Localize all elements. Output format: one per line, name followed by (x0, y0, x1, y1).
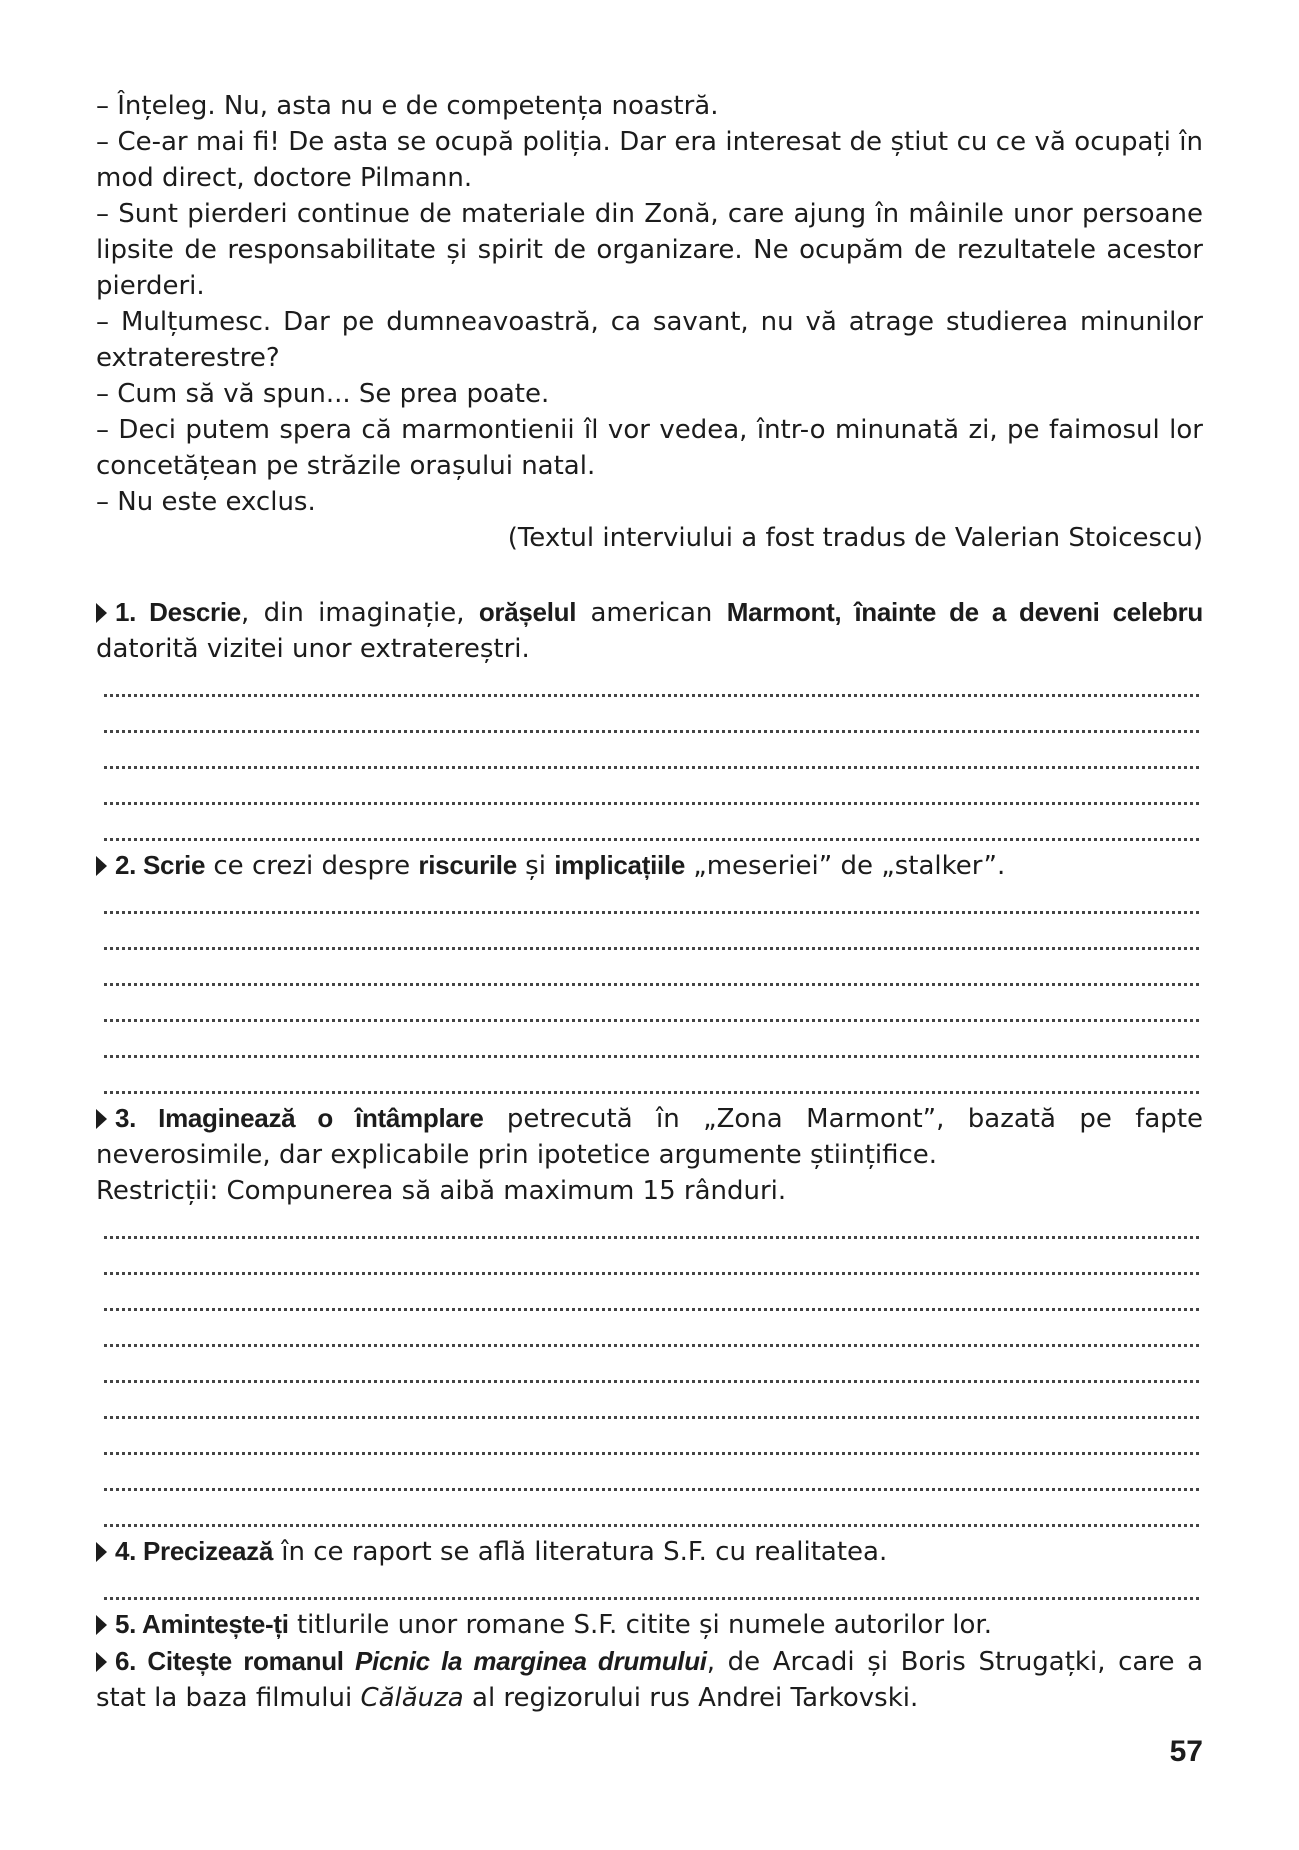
answer-line[interactable] (104, 805, 1199, 841)
arrow-bullet-icon (96, 603, 107, 623)
dialogue-line: – Sunt pierderi continue de materiale din Zonă, care ajung în mâinile unor persoane lipsite de responsabilitate și spirit de organizare. Ne ocupăm de rezultatele acestor pierderi. (96, 199, 1203, 301)
answer-lines-task-4 (96, 1570, 1203, 1606)
dialogue-line: – Ce-ar mai fi! De asta se ocupă poliția. Dar era interesat de știut cu ce vă ocupați în mod direct, doctore Pilmann. (96, 127, 1203, 193)
answer-line[interactable] (104, 1203, 1199, 1239)
task-5: 5. Amintește-ți titlurile unor romane S.F. citite și numele autorilor lor. (96, 1606, 1203, 1643)
arrow-bullet-icon (96, 1109, 107, 1129)
answer-line[interactable] (104, 1275, 1199, 1311)
answer-line[interactable] (104, 697, 1199, 733)
answer-line[interactable] (104, 661, 1199, 697)
task-4: 4. Precizează în ce raport se află literatura S.F. cu realitatea. (96, 1533, 1203, 1570)
dialogue-line: – Cum să vă spun... Se prea poate. (96, 379, 550, 409)
answer-line[interactable] (104, 914, 1199, 950)
dialogue-line: – Mulțumesc. Dar pe dumneavoastră, ca savant, nu vă atrage studierea minunilor extraterestre? (96, 307, 1203, 373)
answer-line[interactable] (104, 1564, 1199, 1600)
interview-dialogue (96, 88, 1203, 520)
answer-lines-task-3 (96, 1209, 1203, 1533)
answer-lines-task-2 (96, 884, 1203, 1100)
dialogue-line: – Nu este exclus. (96, 487, 316, 517)
dialogue-line: – Deci putem spera că marmontienii îl vor vedea, într-o minunată zi, pe faimosul lor concetățean pe străzile orașului natal. (96, 415, 1203, 481)
answer-lines-task-1 (96, 667, 1203, 847)
answer-line[interactable] (104, 1311, 1199, 1347)
answer-line[interactable] (104, 1022, 1199, 1058)
arrow-bullet-icon (96, 1542, 107, 1562)
answer-line[interactable] (104, 986, 1199, 1022)
answer-line[interactable] (104, 1239, 1199, 1275)
answer-line[interactable] (104, 769, 1199, 805)
arrow-bullet-icon (96, 856, 107, 876)
translation-credit: (Textul interviului a fost tradus de Valerian Stoicescu) (507, 523, 1203, 553)
task-3-restriction: Restricții: Compunerea să aibă maximum 15 rânduri. (96, 1176, 787, 1206)
dialogue-line: – Înțeleg. Nu, asta nu e de competența noastră. (96, 91, 719, 121)
answer-line[interactable] (104, 1419, 1199, 1455)
answer-line[interactable] (104, 1347, 1199, 1383)
arrow-bullet-icon (96, 1615, 107, 1635)
page-number: 57 (1169, 1735, 1203, 1768)
task-3: 3. Imaginează o întâmplare petrecută în „Zona Marmont”, bazată pe fapte neverosimile, dar explicabile prin ipotetice argumente științifice. (96, 1103, 1204, 1170)
answer-line[interactable] (104, 733, 1199, 769)
answer-line[interactable] (104, 1455, 1199, 1491)
answer-line[interactable] (104, 1058, 1199, 1094)
answer-line[interactable] (104, 878, 1199, 914)
answer-line[interactable] (104, 1491, 1199, 1527)
page-content (96, 88, 1203, 1716)
answer-line[interactable] (104, 950, 1199, 986)
arrow-bullet-icon (96, 1652, 107, 1672)
task-2: 2. Scrie ce crezi despre riscurile și implicațiile „meseriei” de „stalker”. (96, 847, 1203, 884)
task-6: 6. Citește romanul Picnic la marginea drumului, de Arcadi și Boris Strugațki, care a stat la baza filmului Călăuza al regizorului rus Andrei Tarkovski. (96, 1646, 1203, 1713)
task-1: 1. Descrie, din imaginație, orășelul american Marmont, înainte de a deveni celebru datorită vizitei unor extratereștri. (96, 597, 1203, 664)
answer-line[interactable] (104, 1383, 1199, 1419)
